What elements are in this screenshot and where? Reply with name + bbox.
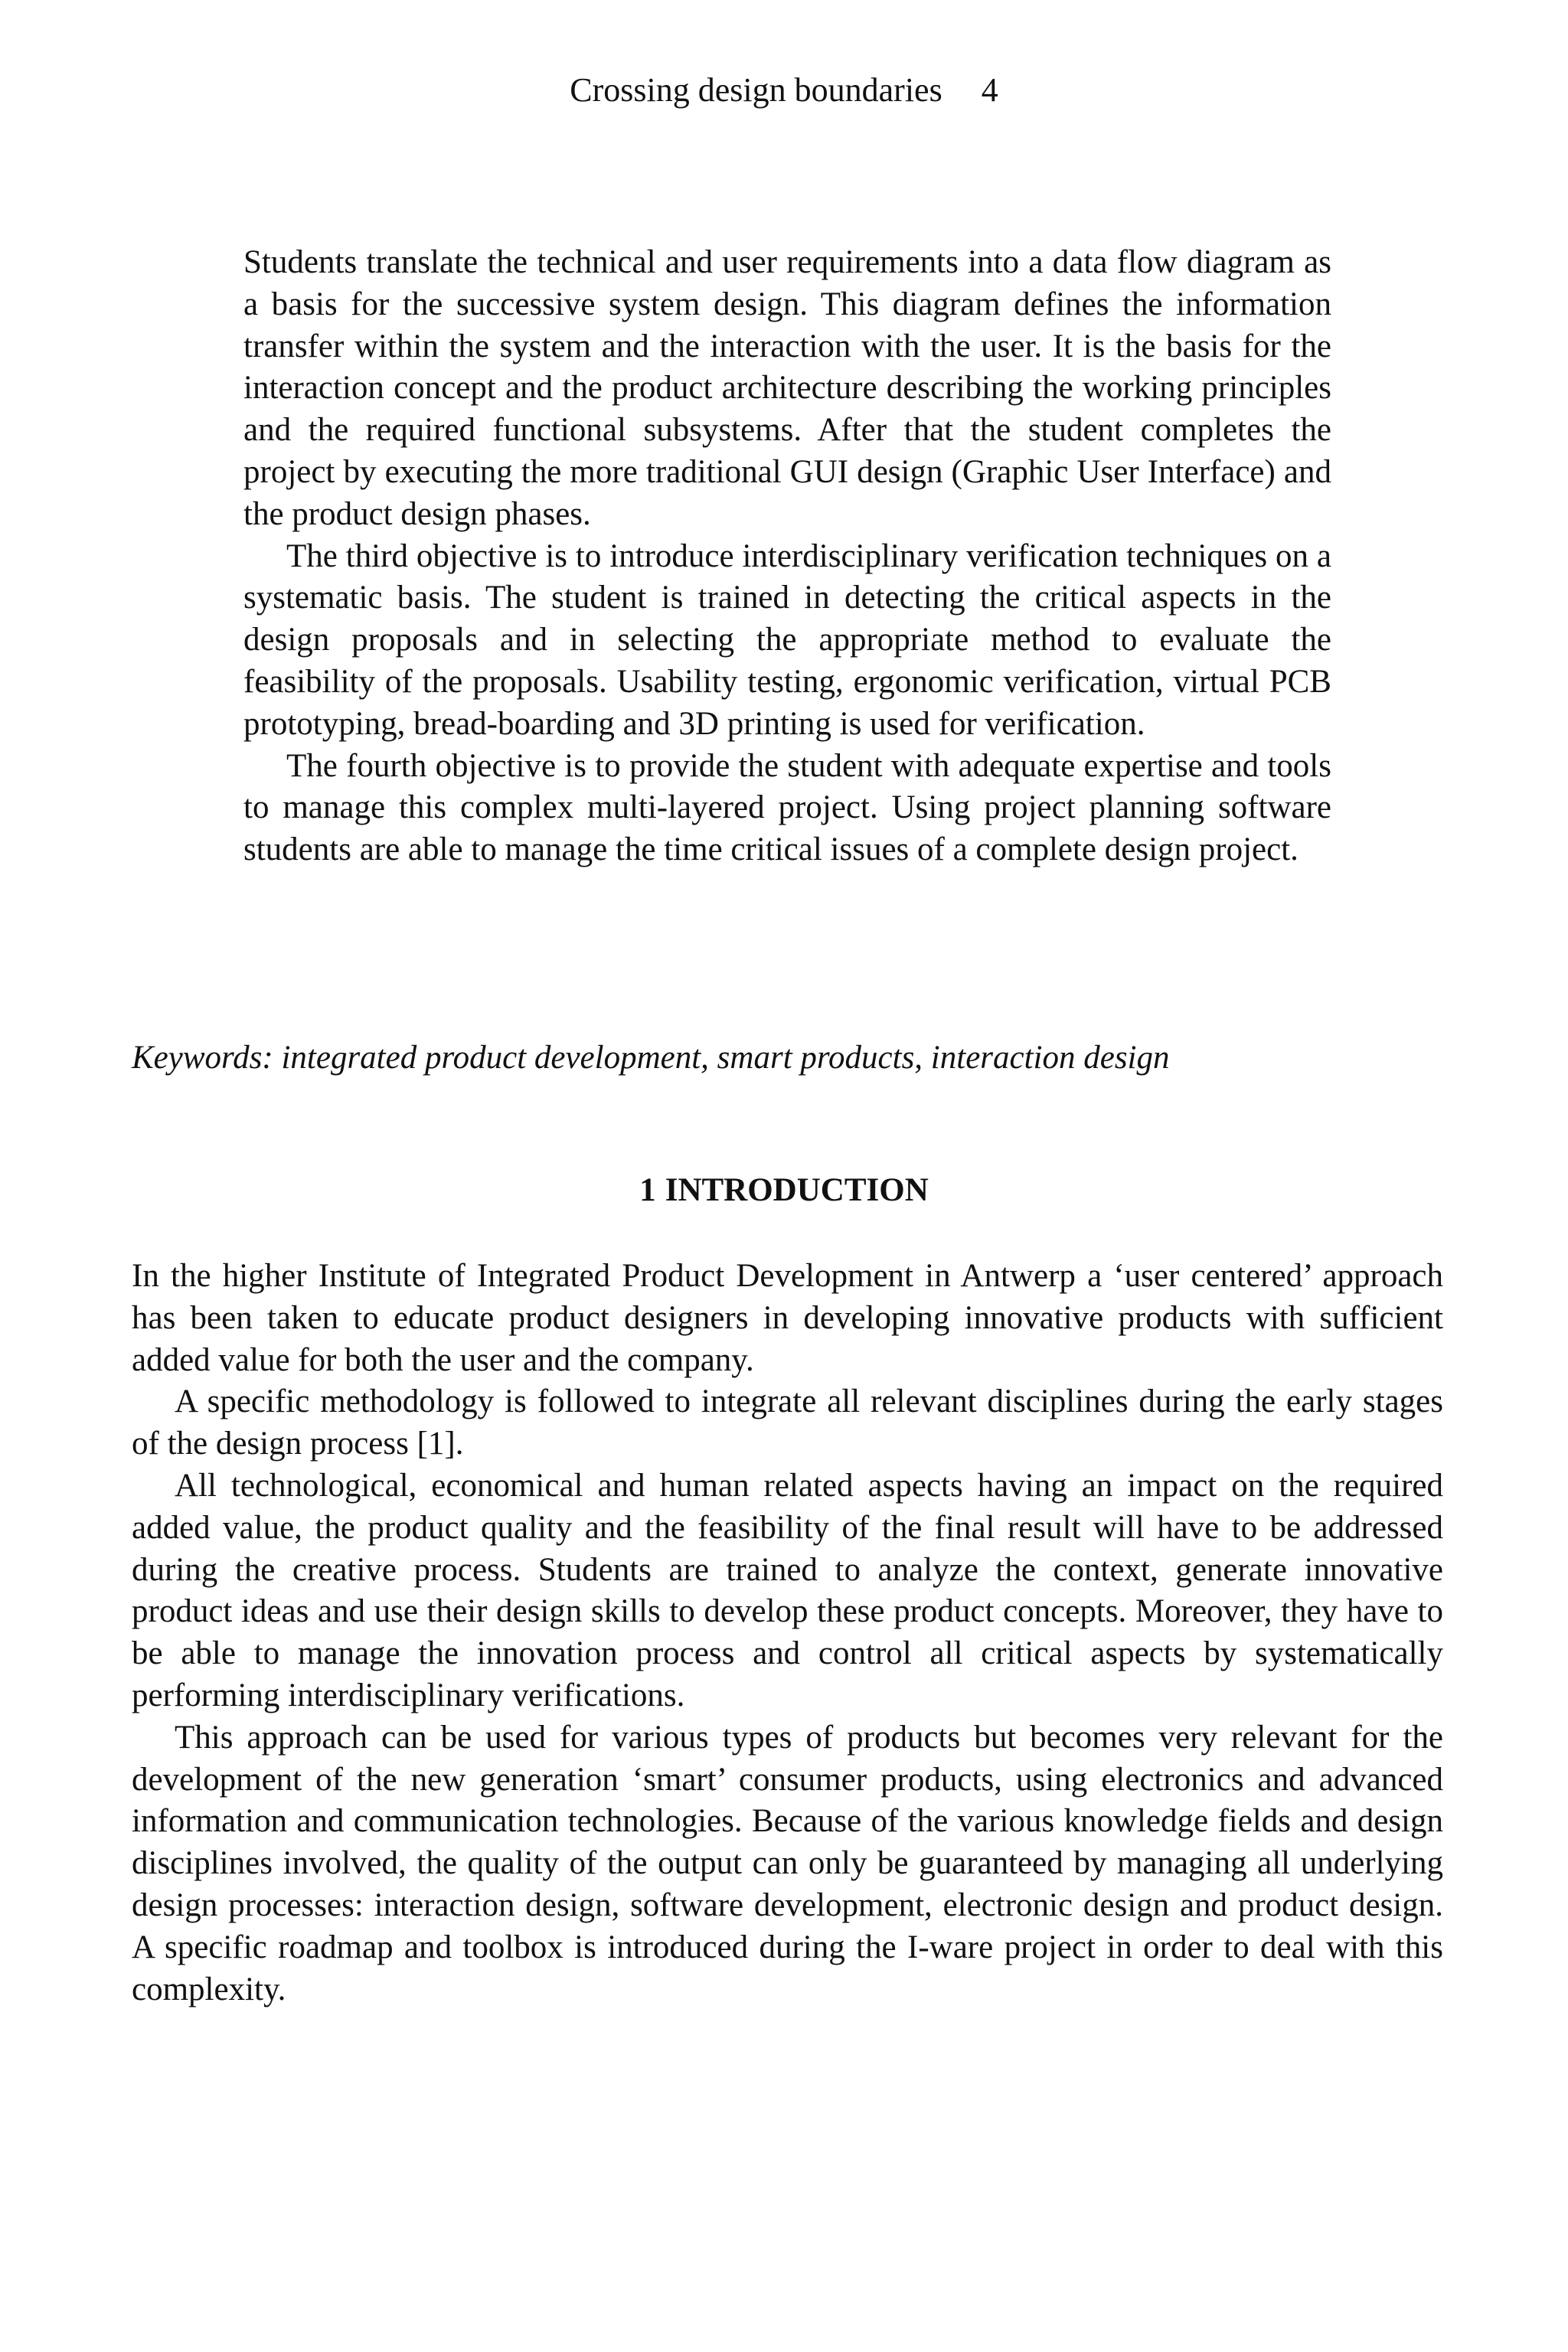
abstract-paragraph: Students translate the technical and user requirements into a data flow diagram as a basis for the successive system design. This diagram defines the information transfer within the system and the interaction with the user. It is the basis for the interaction concept and the product architecture describing the working principles and the required functional subsystems. After that the student completes the project by executing the more traditional GUI design (Graphic User Interface) and the product design phases.: [243, 244, 1331, 532]
page-number: 4: [981, 71, 998, 109]
introduction-body: [132, 1256, 1443, 2011]
body-paragraph: A specific methodology is followed to integrate all relevant disciplines during the early stages of the design process [1].: [132, 1383, 1443, 1462]
abstract-block: [243, 242, 1331, 871]
running-header: [0, 70, 1568, 111]
body-paragraph: This approach can be used for various types of products but becomes very relevant for the development of the new generation ‘smart’ consumer products, using electronics and advanced information and communication technologies. Because of the various knowledge fields and design disciplines involved, the quality of the output can only be guaranteed by managing all underlying design processes: interaction design, software development, electronic design and product design. A specific roadmap and toolbox is introduced during the I-ware project in order to deal with this complexity.: [132, 1719, 1443, 2007]
body-paragraph: All technological, economical and human related aspects having an impact on the required added value, the product quality and the feasibility of the final result will have to be addressed during the creative process. Students are trained to analyze the context, generate innovative product ideas and use their design skills to develop these product concepts. Moreover, they have to be able to manage the innovation process and control all critical aspects by systematically performing interdisciplinary verifications.: [132, 1467, 1443, 1713]
body-paragraph: In the higher Institute of Integrated Product Development in Antwerp a ‘user centered’ approach has been taken to educate product designers in developing innovative products with sufficient added value for both the user and the company.: [132, 1258, 1443, 1378]
keywords-line: Keywords: integrated product development, smart products, interaction design: [132, 1040, 1170, 1076]
abstract-paragraph: The third objective is to introduce interdisciplinary verification techniques on a systematic basis. The student is trained in detecting the critical aspects in the design proposals and in selecting the appropriate method to evaluate the feasibility of the proposals. Usability testing, ergonomic verification, virtual PCB prototyping, bread-boarding and 3D printing is used for verification.: [243, 537, 1331, 742]
section-title: INTRODUCTION: [665, 1172, 929, 1208]
section-heading: [0, 1170, 1568, 1211]
running-title: Crossing design boundaries: [570, 71, 942, 109]
abstract-paragraph: The fourth objective is to provide the student with adequate expertise and tools to manage this complex multi-layered project. Using project planning software students are able to manage the time critical issues of a complete design project.: [243, 747, 1331, 868]
section-number: 1: [639, 1172, 656, 1208]
